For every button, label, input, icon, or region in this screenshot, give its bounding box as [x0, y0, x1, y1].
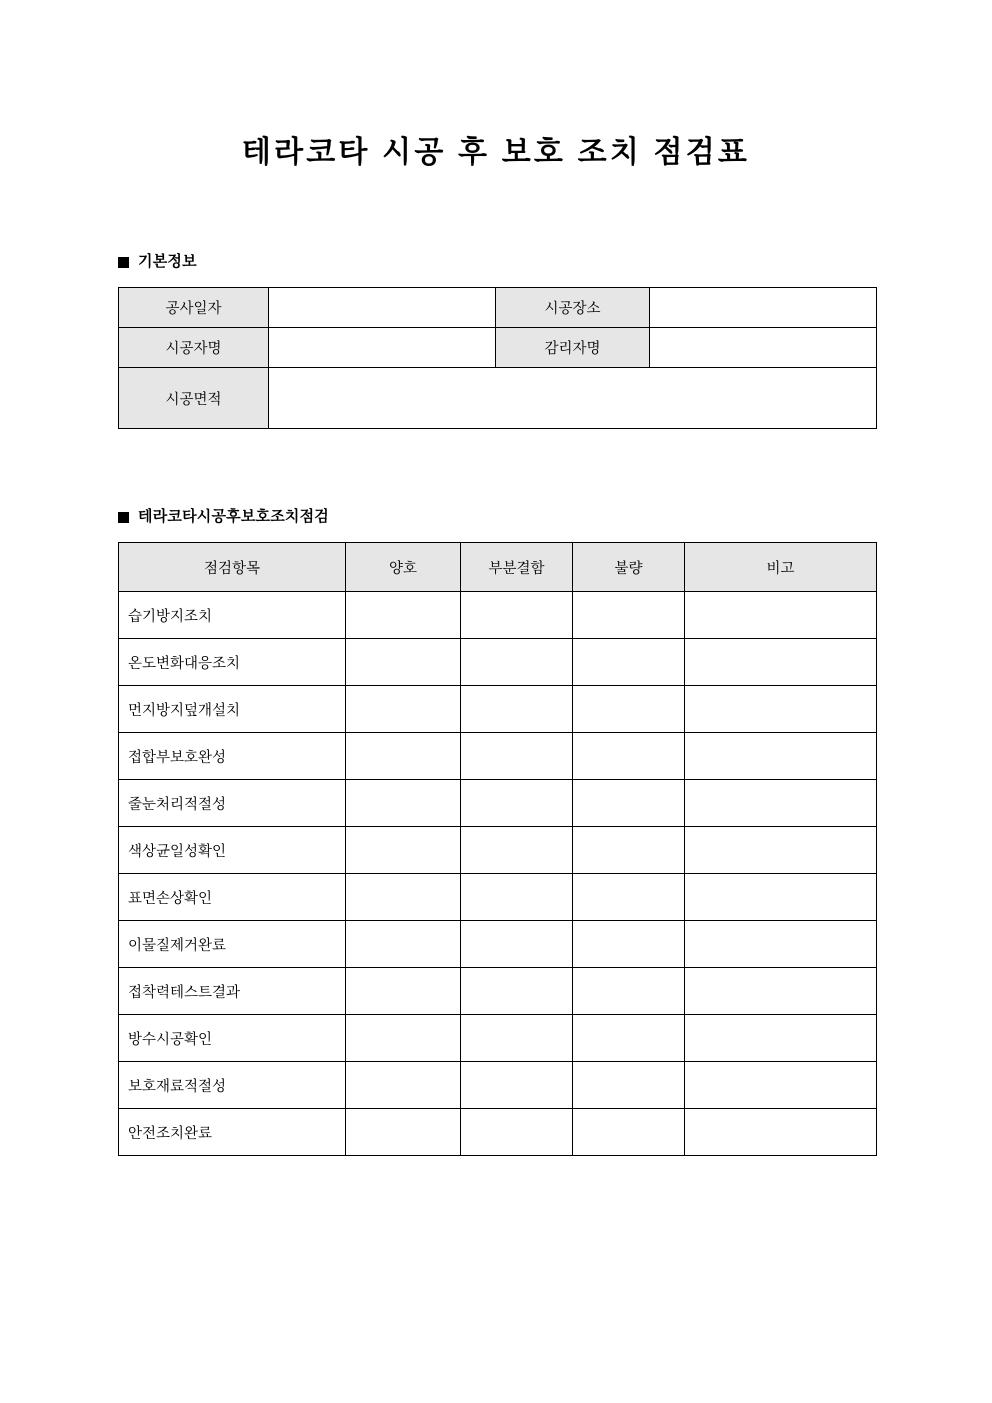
table-row — [119, 1109, 877, 1156]
page-title: 테라코타 시공 후 보호 조치 점검표 — [241, 136, 751, 169]
section-heading-checklist-label: 테라코타시공후보호조치점검 — [138, 508, 329, 525]
field-label-construction-date: 공사일자 — [119, 288, 269, 328]
remarks-cell[interactable] — [685, 592, 877, 639]
table-row — [119, 968, 877, 1015]
field-label-construction-area: 시공면적 — [119, 368, 269, 429]
checkbox-cell-defective[interactable] — [573, 968, 685, 1015]
checkbox-cell-partial-defect[interactable] — [461, 592, 573, 639]
remarks-cell[interactable] — [685, 733, 877, 780]
field-label-supervisor-name: 감리자명 — [496, 328, 650, 368]
column-header-remarks: 비고 — [685, 543, 877, 592]
checkbox-cell-defective[interactable] — [573, 686, 685, 733]
checkbox-cell-defective[interactable] — [573, 733, 685, 780]
remarks-cell[interactable] — [685, 686, 877, 733]
checklist-item-label: 안전조치완료 — [119, 1109, 346, 1156]
checkbox-cell-partial-defect[interactable] — [461, 780, 573, 827]
section-heading-checklist — [118, 507, 329, 527]
checklist-item-label: 접착력테스트결과 — [119, 968, 346, 1015]
checkbox-cell-defective[interactable] — [573, 827, 685, 874]
table-row — [119, 592, 877, 639]
remarks-cell[interactable] — [685, 874, 877, 921]
checkbox-cell-partial-defect[interactable] — [461, 1062, 573, 1109]
checkbox-cell-defective[interactable] — [573, 592, 685, 639]
table-row — [119, 328, 877, 368]
checkbox-cell-partial-defect[interactable] — [461, 733, 573, 780]
column-header-defective: 불량 — [573, 543, 685, 592]
checkbox-cell-partial-defect[interactable] — [461, 827, 573, 874]
table-row — [119, 733, 877, 780]
remarks-cell[interactable] — [685, 1015, 877, 1062]
field-value-construction-area[interactable] — [269, 368, 877, 429]
checkbox-cell-partial-defect[interactable] — [461, 874, 573, 921]
checklist-item-label: 색상균일성확인 — [119, 827, 346, 874]
table-header-row — [119, 543, 877, 592]
checklist-item-label: 표면손상확인 — [119, 874, 346, 921]
field-value-contractor-name[interactable] — [269, 328, 496, 368]
checklist-item-label: 먼지방지덮개설치 — [119, 686, 346, 733]
checklist-item-label: 습기방지조치 — [119, 592, 346, 639]
table-row — [119, 368, 877, 429]
filled-square-bullet-icon — [118, 257, 129, 268]
table-row — [119, 921, 877, 968]
field-value-site-location[interactable] — [650, 288, 877, 328]
checkbox-cell-good[interactable] — [346, 780, 461, 827]
checkbox-cell-good[interactable] — [346, 592, 461, 639]
table-row — [119, 780, 877, 827]
table-row — [119, 639, 877, 686]
checkbox-cell-good[interactable] — [346, 921, 461, 968]
table-row — [119, 874, 877, 921]
field-label-site-location: 시공장소 — [496, 288, 650, 328]
checklist-item-label: 줄눈처리적절성 — [119, 780, 346, 827]
checkbox-cell-partial-defect[interactable] — [461, 639, 573, 686]
checkbox-cell-partial-defect[interactable] — [461, 968, 573, 1015]
table-row — [119, 827, 877, 874]
remarks-cell[interactable] — [685, 639, 877, 686]
remarks-cell[interactable] — [685, 968, 877, 1015]
checkbox-cell-partial-defect[interactable] — [461, 686, 573, 733]
section-heading-basic-info-label: 기본정보 — [138, 253, 197, 270]
checkbox-cell-partial-defect[interactable] — [461, 921, 573, 968]
checklist-item-label: 이물질제거완료 — [119, 921, 346, 968]
column-header-good: 양호 — [346, 543, 461, 592]
basic-info-table — [118, 287, 877, 429]
checkbox-cell-good[interactable] — [346, 639, 461, 686]
checklist-item-label: 보호재료적절성 — [119, 1062, 346, 1109]
remarks-cell[interactable] — [685, 921, 877, 968]
checkbox-cell-good[interactable] — [346, 1062, 461, 1109]
checkbox-cell-good[interactable] — [346, 1109, 461, 1156]
field-label-contractor-name: 시공자명 — [119, 328, 269, 368]
checkbox-cell-good[interactable] — [346, 733, 461, 780]
checkbox-cell-good[interactable] — [346, 686, 461, 733]
field-value-construction-date[interactable] — [269, 288, 496, 328]
checklist-item-label: 온도변화대응조치 — [119, 639, 346, 686]
checkbox-cell-good[interactable] — [346, 968, 461, 1015]
checklist-table — [118, 542, 877, 1156]
section-heading-basic-info — [118, 252, 197, 272]
remarks-cell[interactable] — [685, 827, 877, 874]
checkbox-cell-good[interactable] — [346, 874, 461, 921]
remarks-cell[interactable] — [685, 780, 877, 827]
checkbox-cell-defective[interactable] — [573, 639, 685, 686]
checkbox-cell-defective[interactable] — [573, 1109, 685, 1156]
table-row — [119, 288, 877, 328]
table-row — [119, 686, 877, 733]
checkbox-cell-partial-defect[interactable] — [461, 1109, 573, 1156]
column-header-partial-defect: 부분결함 — [461, 543, 573, 592]
checklist-item-label: 접합부보호완성 — [119, 733, 346, 780]
checkbox-cell-defective[interactable] — [573, 921, 685, 968]
table-row — [119, 1062, 877, 1109]
checkbox-cell-good[interactable] — [346, 827, 461, 874]
column-header-inspection-item: 점검항목 — [119, 543, 346, 592]
checkbox-cell-partial-defect[interactable] — [461, 1015, 573, 1062]
checkbox-cell-defective[interactable] — [573, 780, 685, 827]
checkbox-cell-defective[interactable] — [573, 874, 685, 921]
filled-square-bullet-icon — [118, 512, 129, 523]
checkbox-cell-good[interactable] — [346, 1015, 461, 1062]
field-value-supervisor-name[interactable] — [650, 328, 877, 368]
remarks-cell[interactable] — [685, 1062, 877, 1109]
table-row — [119, 1015, 877, 1062]
checklist-item-label: 방수시공확인 — [119, 1015, 346, 1062]
checkbox-cell-defective[interactable] — [573, 1062, 685, 1109]
remarks-cell[interactable] — [685, 1109, 877, 1156]
checkbox-cell-defective[interactable] — [573, 1015, 685, 1062]
